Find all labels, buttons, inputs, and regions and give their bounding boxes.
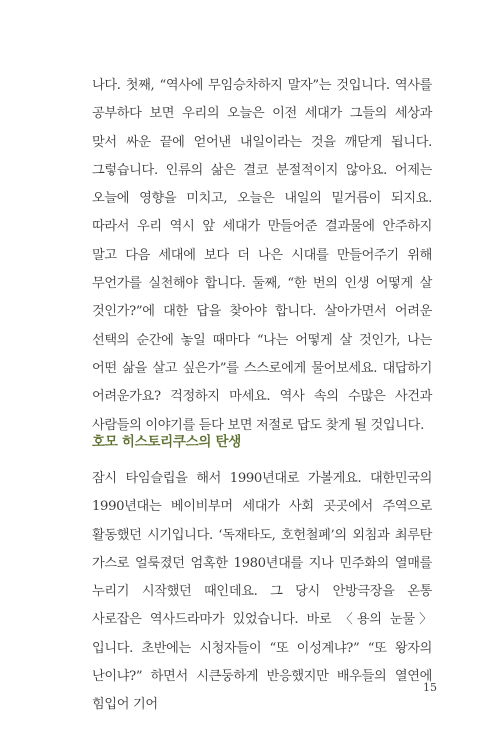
section-heading: 호모 히스토리쿠스의 탄생 — [92, 434, 241, 450]
body-paragraph: 나다. 첫째, “역사에 무임승차하지 말자”는 것입니다. 역사를 공부하다 보면 우리의 오늘은 이전 세대가 그들의 세상과 맞서 싸운 끝에 얻어낸 내일이라는 것을 깨닫게 됩니다. 그렇습니다. 인류의 삶은 결코 분절적이지 않아요. 어제는 오늘에 영향을 미치고, 오늘은 내일의 밑거름이 되지요. 따라서 우리 역시 앞 세대가 만들어준 결과물에 안주하지 말고 다음 세대에 보다 더 나은 시대를 만들어주기 위해 무언가를 실천해야 합니다. 둘째, “한 번의 인생 어떻게 살 것인가?”에 대한 답을 찾아야 합니다. 살아가면서 어려운 선택의 순간에 놓일 때마다 “나는 어떻게 살 것인가, 나는 어떤 삶을 살고 싶은가”를 스스로에게 물어보세요. 대답하기 어려운가요? 걱정하지 마세요. 역사 속의 수많은 사건과 사람들의 이야기를 듣다 보면 저절로 답도 찾게 될 것입니다. — [92, 78, 432, 433]
body-paragraph: 잠시 타임슬립을 해서 1990년대로 가볼게요. 대한민국의 1990년대는 베이비부머 세대가 사회 곳곳에서 주역으로 활동했던 시기입니다. ‘독재타도, 호헌철폐’의 외침과 최루탄 가스로 얼룩졌던 엄혹한 1980년대를 지나 민주화의 열매를 누리기 시작했던 때인데요. 그 당시 안방극장을 온통 사로잡은 역사드라마가 있었습니다. 바로 〈용의 눈물〉입니다. 초반에는 시청자들이 “또 이성계냐?” “또 왕자의 난이냐?” 하면서 시큰둥하게 반응했지만 배우들의 열연에 힘입어 기어 — [92, 471, 432, 713]
page-number: 15 — [423, 681, 437, 694]
